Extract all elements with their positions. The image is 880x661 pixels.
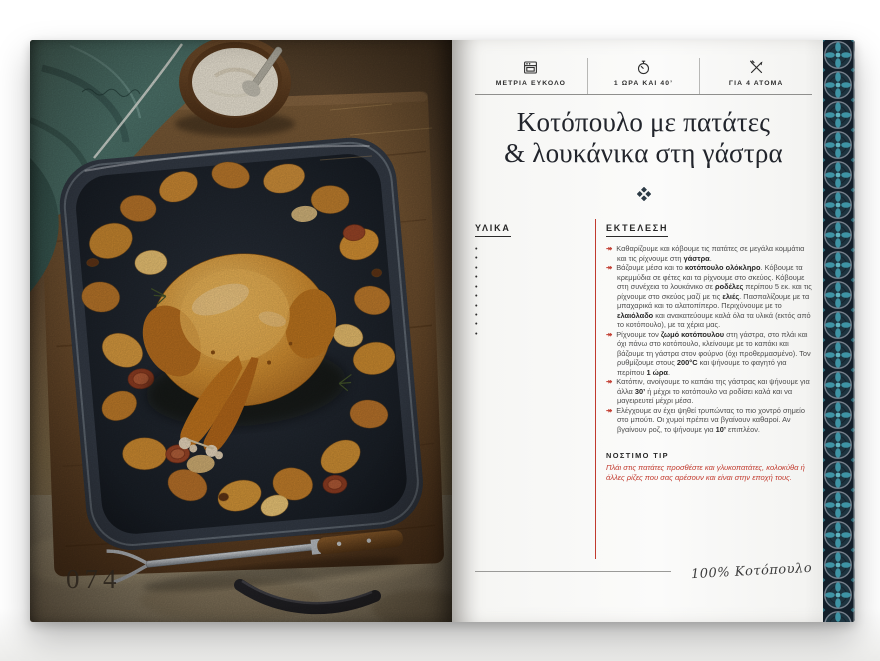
step-arrow-icon: ↠ bbox=[606, 244, 615, 254]
step-text: Καθαρίζουμε και κόβουμε τις πατάτες σε μεγάλα κομμάτια και τις ρίχνουμε στη γάστρα. bbox=[616, 244, 805, 263]
chapter-signature: 100% Κοτόπουλο bbox=[690, 560, 813, 582]
footer-rule bbox=[475, 571, 671, 572]
badge bbox=[587, 58, 700, 94]
badge bbox=[699, 58, 812, 94]
quatrefoil-ornament-icon bbox=[475, 187, 812, 201]
photo-page bbox=[30, 40, 452, 622]
ingredients-heading: ΥΛΙΚΑ bbox=[475, 223, 511, 237]
oven-icon bbox=[523, 60, 538, 75]
badge-label: 1 ΩΡΑ ΚΑΙ 40’ bbox=[613, 80, 674, 87]
title-line-2: & λουκάνικα στη γάστρα bbox=[504, 138, 783, 168]
method-step bbox=[606, 406, 812, 435]
badge bbox=[475, 58, 587, 94]
page-number: 074 bbox=[66, 564, 122, 594]
recipe-page bbox=[452, 40, 823, 622]
ingredient-item bbox=[475, 291, 584, 300]
recipe-columns bbox=[475, 218, 812, 559]
method-step bbox=[606, 244, 812, 263]
recipe-info-bar bbox=[475, 58, 812, 94]
timer-icon bbox=[636, 60, 651, 75]
roast-chicken-photo bbox=[30, 40, 452, 622]
step-arrow-icon: ↠ bbox=[606, 405, 615, 415]
method-steps bbox=[606, 244, 812, 434]
tip-text: Πλάι στις πατάτες προσθέστε και γλυκοπατάτες, κολοκύθα ή άλλες ρίζες που σας αρέσουν και είναι στην εποχή τους. bbox=[606, 463, 805, 482]
book-spread bbox=[30, 40, 855, 622]
info-bar-rule bbox=[475, 94, 812, 95]
chapter-edge-pattern bbox=[823, 40, 855, 622]
ingredient-item bbox=[475, 319, 584, 328]
ingredient-item bbox=[475, 301, 584, 310]
step-text: Ρίχνουμε τον ζωμό κοτόπουλου στη γάστρα, στο πλάι και όχι πάνω στο κοτόπουλο, κλείνουμε με το καπάκι και βάζουμε τη γάστρα στον φούρνο (όχι προθερμασμένο). Τον ρυθμίζουμε στους 200°C και ψήνουμε το φαγητό για περίπου 1 ώρα. bbox=[616, 329, 811, 377]
step-text: Ελέγχουμε αν έχει ψηθεί τρυπώντας το πιο χοντρό σημείο στο μπούτι. Οι χυμοί πρέπει να βγαίνουν καθαροί. Αν βγαίνουν ροζ, το ψήνουμε για 10’ επιπλέον. bbox=[616, 405, 805, 434]
step-arrow-icon: ↠ bbox=[606, 263, 615, 273]
ingredients-list bbox=[475, 244, 584, 338]
ingredient-item bbox=[475, 272, 584, 281]
step-text: Κατόπιν, ανοίγουμε το καπάκι της γάστρας και ψήνουμε για άλλα 30’ ή μέχρι το κοτόπουλο να ροδίσει καλά και να μαγειρευτεί μέχρι μέσα. bbox=[616, 377, 810, 406]
step-text: Βάζουμε μέσα και το κοτόπουλο ολόκληρο. Κόβουμε τα κρεμμύδια σε φέτες και τα ρίχνουμε στο σκεύος. Κόβουμε στη συνέχεια το λουκάνικο σε ροδέλες περίπου 5 εκ. και τις ρίχνουμε στο σκεύος μαζί με τις ελιές. Πασπαλίζουμε με τα μπαχαρικά και το αλατοπίπερο. Περιχύνουμε με το ελαιόλαδο και ανακατεύουμε καλά όλα τα υλικά (εκτός από το κοτόπουλο), με τα χέρια μας. bbox=[616, 263, 812, 330]
badge-label: ΓΙΑ 4 ΑΤΟΜΑ bbox=[728, 80, 784, 87]
tip-section bbox=[606, 451, 812, 482]
ingredient-item bbox=[475, 244, 584, 253]
photo-grain bbox=[30, 40, 452, 622]
cutlery-icon bbox=[749, 60, 764, 75]
ingredient-item bbox=[475, 263, 584, 272]
method-step bbox=[606, 330, 812, 378]
step-arrow-icon: ↠ bbox=[606, 329, 615, 339]
method-heading: ΕΚΤΕΛΕΣΗ bbox=[606, 223, 668, 237]
ingredient-item bbox=[475, 310, 584, 319]
ingredient-item bbox=[475, 253, 584, 262]
step-arrow-icon: ↠ bbox=[606, 377, 615, 387]
title-line-1: Κοτόπουλο με πατάτες bbox=[516, 107, 771, 137]
column-divider bbox=[595, 219, 596, 559]
page-footer bbox=[475, 561, 812, 581]
method-step bbox=[606, 263, 812, 330]
method-step bbox=[606, 377, 812, 406]
ingredient-item bbox=[475, 282, 584, 291]
badge-label: ΜΕΤΡΙΑ ΕΥΚΟΛΟ bbox=[495, 80, 566, 87]
ingredients-section bbox=[475, 218, 584, 559]
ingredient-item bbox=[475, 329, 584, 338]
recipe-title bbox=[475, 107, 812, 169]
tip-heading: ΝΟΣΤΙΜΟ TIP bbox=[606, 451, 669, 461]
method-section bbox=[606, 218, 812, 559]
